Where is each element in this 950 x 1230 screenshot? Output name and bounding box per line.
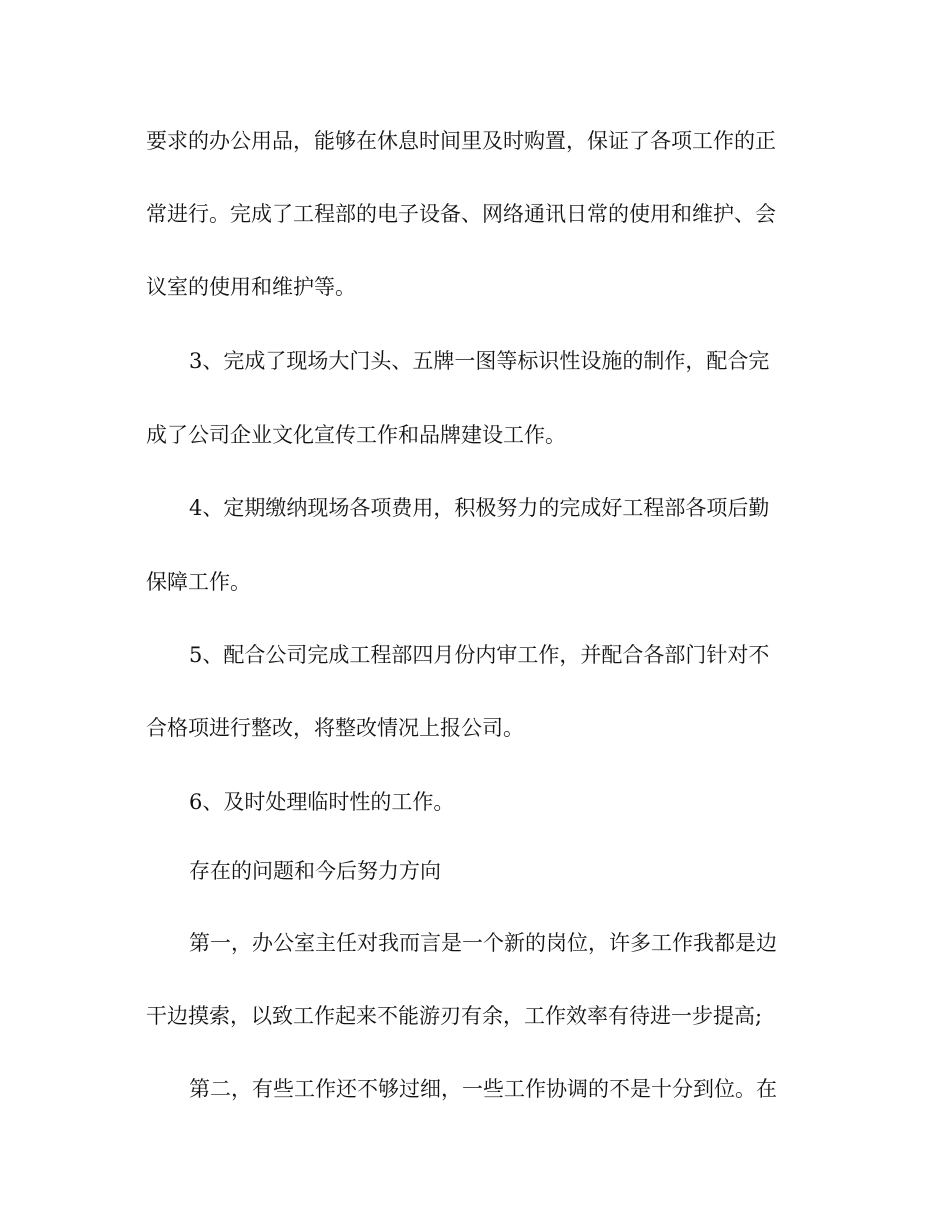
text-line: 5、配合公司完成工程部四月份内审工作，并配合各部门针对不 [189,643,770,667]
text-line: 成了公司企业文化宣传工作和品牌建设工作。 [146,423,566,447]
text-line: 6、及时处理临时性的工作。 [189,790,455,814]
text-line: 要求的办公用品，能够在休息时间里及时购置，保证了各项工作的正 [146,129,776,153]
text-line: 第二，有些工作还不够过细，一些工作协调的不是十分到位。在 [189,1077,777,1101]
text-line: 保障工作。 [146,570,251,594]
text-line: 议室的使用和维护等。 [146,275,356,299]
text-line: 常进行。完成了工程部的电子设备、网络通讯日常的使用和维护、会 [146,202,776,226]
text-line: 3、完成了现场大门头、五牌一图等标识性设施的制作，配合完 [189,349,770,373]
text-line: 第一，办公室主任对我而言是一个新的岗位，许多工作我都是边 [189,931,777,955]
text-line: 干边摸索，以致工作起来不能游刃有余，工作效率有待进一步提高; [146,1004,763,1028]
section-heading: 存在的问题和今后努力方向 [189,859,441,883]
text-line: 合格项进行整改，将整改情况上报公司。 [146,716,524,740]
text-line: 4、定期缴纳现场各项费用，积极努力的完成好工程部各项后勤 [189,496,770,520]
